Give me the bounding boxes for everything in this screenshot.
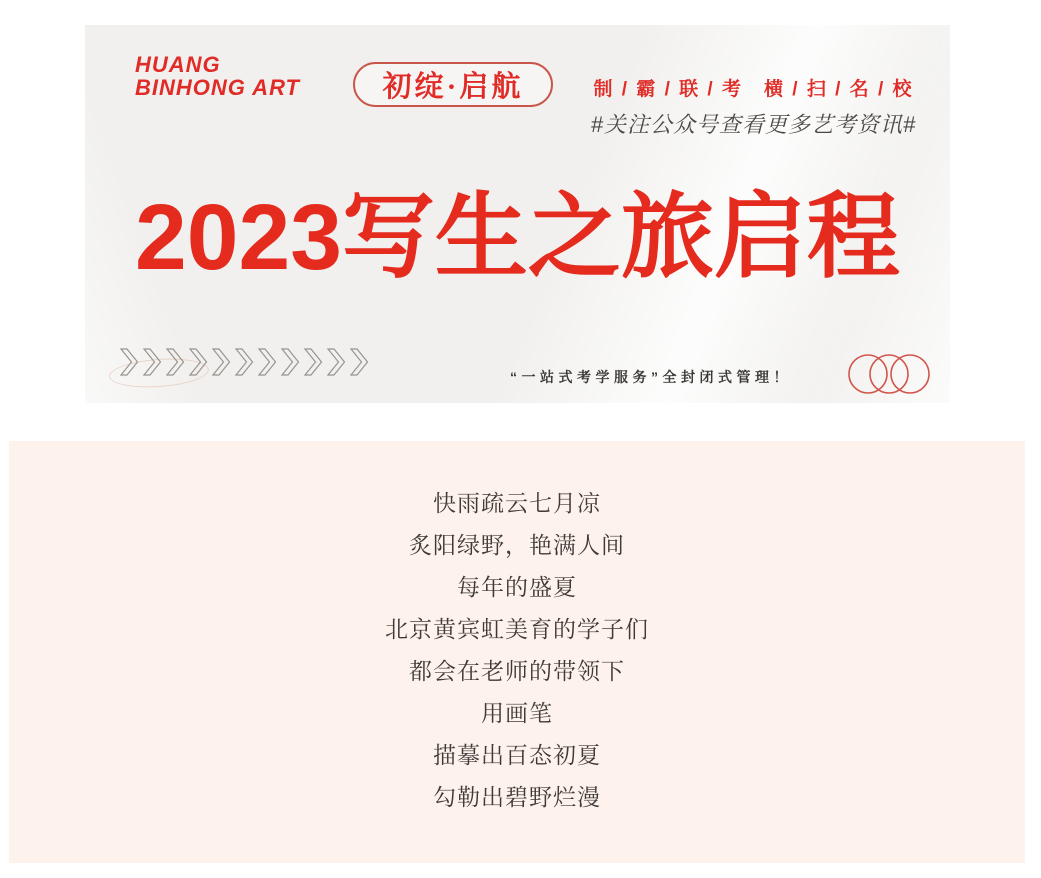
poem-line: 用画笔 (481, 700, 553, 726)
poem-line: 每年的盛夏 (457, 574, 577, 600)
chevron-right-icon (281, 348, 302, 376)
banner-title: 2023写生之旅启程 (135, 185, 900, 289)
promo-banner (85, 25, 950, 403)
theme-badge (353, 62, 553, 107)
poem-line: 描摹出百态初夏 (433, 742, 601, 768)
chevron-right-icon (189, 348, 210, 376)
chevron-right-icon (235, 348, 256, 376)
overlapping-circles-icon (847, 353, 931, 400)
brand-logo (135, 53, 300, 99)
chevron-row (120, 348, 371, 376)
chevron-right-icon (166, 348, 187, 376)
poem-text (9, 441, 1025, 818)
slogan-line1: 制 / 霸 / 联 / 考 横 / 扫 / 名 / 校 (593, 79, 914, 100)
slogan-block (571, 74, 936, 139)
theme-badge-label: 初绽·启航 (382, 71, 524, 103)
poem-line: 北京黄宾虹美育的学子们 (385, 616, 649, 642)
chevron-right-icon (304, 348, 325, 376)
poem-line: 勾勒出碧野烂漫 (433, 784, 601, 810)
poem-panel (9, 441, 1025, 863)
chevron-right-icon (350, 348, 371, 376)
service-note: “一站式考学服务”全封闭式管理！ (510, 369, 792, 385)
banner-bottom-row (85, 343, 950, 389)
slogan-line2: #关注公众号查看更多艺考资讯# (590, 112, 917, 137)
chevron-right-icon (258, 348, 279, 376)
brand-logo-line2: BINHONG ART (135, 75, 300, 100)
chevron-right-icon (327, 348, 348, 376)
chevron-right-icon (143, 348, 164, 376)
poem-line: 炙阳绿野，艳满人间 (409, 532, 625, 558)
brand-logo-line1: HUANG (135, 52, 221, 77)
chevron-right-icon (212, 348, 233, 376)
poem-line: 都会在老师的带领下 (409, 658, 625, 684)
poem-line: 快雨疏云七月凉 (433, 490, 601, 516)
chevron-right-icon (120, 348, 141, 376)
